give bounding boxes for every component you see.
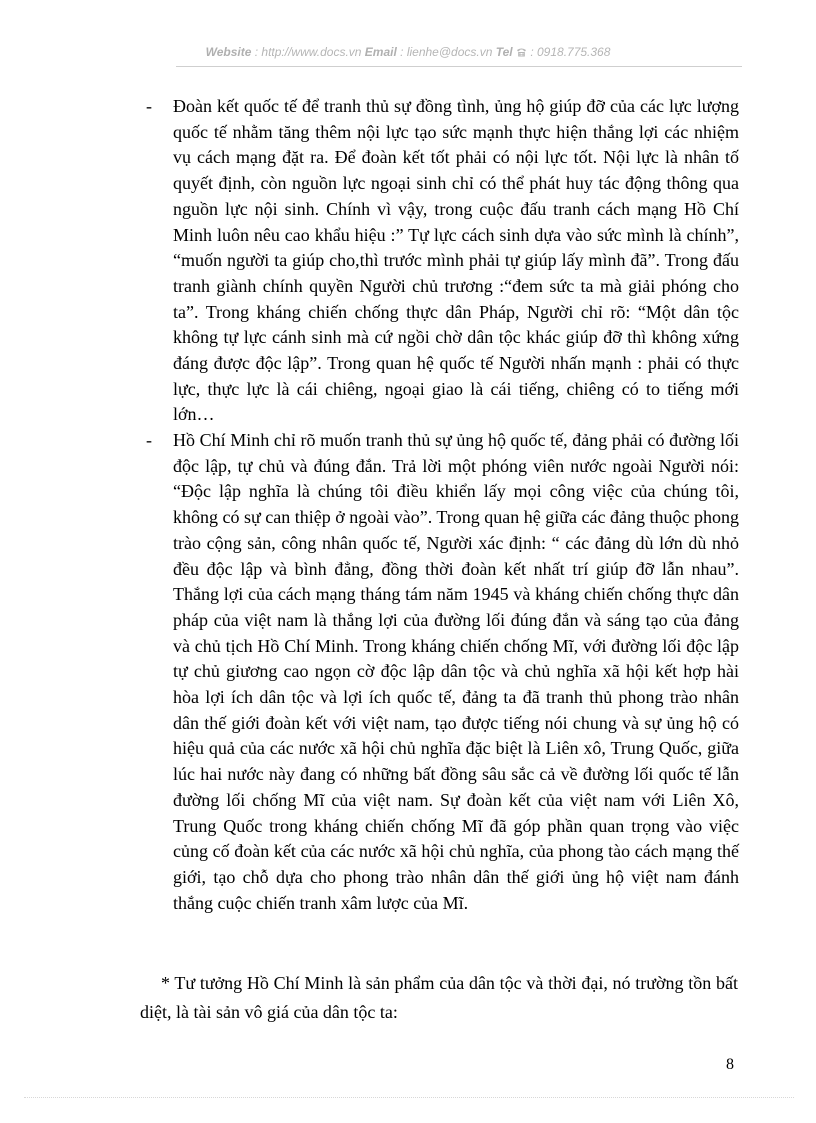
- page-number: 8: [726, 1056, 734, 1073]
- header-divider: [176, 66, 742, 67]
- footer-divider: [24, 1097, 794, 1098]
- website-url: : http://www.docs.vn: [254, 45, 362, 59]
- tel-number: : 0918.775.368: [530, 45, 611, 59]
- website-label: Website: [205, 45, 252, 59]
- bullet-paragraph-independent-line: [146, 428, 739, 916]
- bullet-text: Đoàn kết quốc tế để tranh thủ sự đồng tình, ủng hộ giúp đỡ của các lực lượng quốc tế nhằm tăng thêm nội lực tạo sức mạnh thực hiện thắng lợi các nhiệm vụ cách mạng đặt ra. Để đoàn kết tốt phải có nội lực tốt. Nội lực là nhân tố quyết định, còn nguồn lực ngoại sinh chỉ có thể phát huy tác động thông qua nguồn lực nội sinh. Chính vì vậy, trong cuộc đấu tranh cách mạng Hồ Chí Minh luôn nêu cao khẩu hiệu :” Tự lực cách sinh dựa vào sức mình là chính”, “muốn người ta giúp cho,thì trước mình phải tự giúp lấy mình đã”. Trong đấu tranh giành chính quyền Người chủ trương :“đem sức ta mà giải phóng cho ta”. Trong kháng chiến chống thực dân Pháp, Người chỉ rõ: “Một dân tộc không tự lực cánh sinh mà cứ ngồi chờ dân tộc khác giúp đỡ thì không xứng đáng được độc lập”. Trong quan hệ quốc tế Người nhấn mạnh : phải có thực lực, thực lực là cái chiêng, ngoại giao là cái tiếng, chiêng có to tiếng mới lớn…: [173, 96, 739, 425]
- page-header: [0, 45, 816, 59]
- tel-label: Tel: [495, 45, 513, 59]
- closing-paragraph: * Tư tưởng Hồ Chí Minh là sản phẩm của dân tộc và thời đại, nó trường tồn bất diệt, là tài sản vô giá của dân tộc ta:: [140, 973, 738, 1022]
- email-label: Email: [364, 45, 397, 59]
- email-address: : lienhe@docs.vn: [400, 45, 493, 59]
- bullet-paragraph-international-solidarity: [146, 94, 739, 428]
- phone-icon: [516, 45, 530, 59]
- bullet-marker: -: [146, 96, 152, 116]
- bullet-text: Hồ Chí Minh chỉ rõ muốn tranh thủ sự ủng hộ quốc tế, đảng phải có đường lối độc lập, tự chủ và đúng đắn. Trả lời một phóng viên nước ngoài Người nói: “Độc lập nghĩa là chúng tôi điều khiển lấy mọi công việc của chúng tôi, không có sự can thiệp ở ngoài vào”. Trong quan hệ giữa các đảng thuộc phong trào cộng sản, công nhân quốc tế, Người xác định: “ các đảng dù lớn dù nhỏ đều độc lập và bình đẳng, đồng thời đoàn kết nhất trí giúp đỡ lẫn nhau”. Thắng lợi của cách mạng tháng tám năm 1945 và kháng chiến chống thực dân pháp của việt nam là thắng lợi của đường lối đúng đắn và sáng tạo của đảng và chủ tịch Hồ Chí Minh. Trong kháng chiến chống Mĩ, với đường lối độc lập tự chủ giương cao ngọn cờ độc lập dân tộc và chủ nghĩa xã hội kết hợp hài hòa lợi ích dân tộc và lợi ích quốc tế, đảng ta đã tranh thủ phong trào nhân dân thế giới đoàn kết với việt nam, tạo được tiếng nói chung và sự ủng hộ có hiệu quả của các nước xã hội chủ nghĩa đặc biệt là Liên xô, Trung Quốc, giữa lúc hai nước này đang có những bất đồng sâu sắc cả về đường lối quốc tế lẫn đường lối chống Mĩ của việt nam. Sự đoàn kết của việt nam với Liên Xô, Trung Quốc trong kháng chiến chống Mĩ đã góp phần quan trọng vào việc củng cố đoàn kết của các nước xã hội chủ nghĩa, của phong tào cách mạng thế giới, tạo chỗ dựa cho phong trào nhân dân thế giới ủng hộ việt nam đánh thắng cuộc chiến tranh xâm lược của Mĩ.: [173, 430, 739, 913]
- bullet-marker: -: [146, 430, 152, 450]
